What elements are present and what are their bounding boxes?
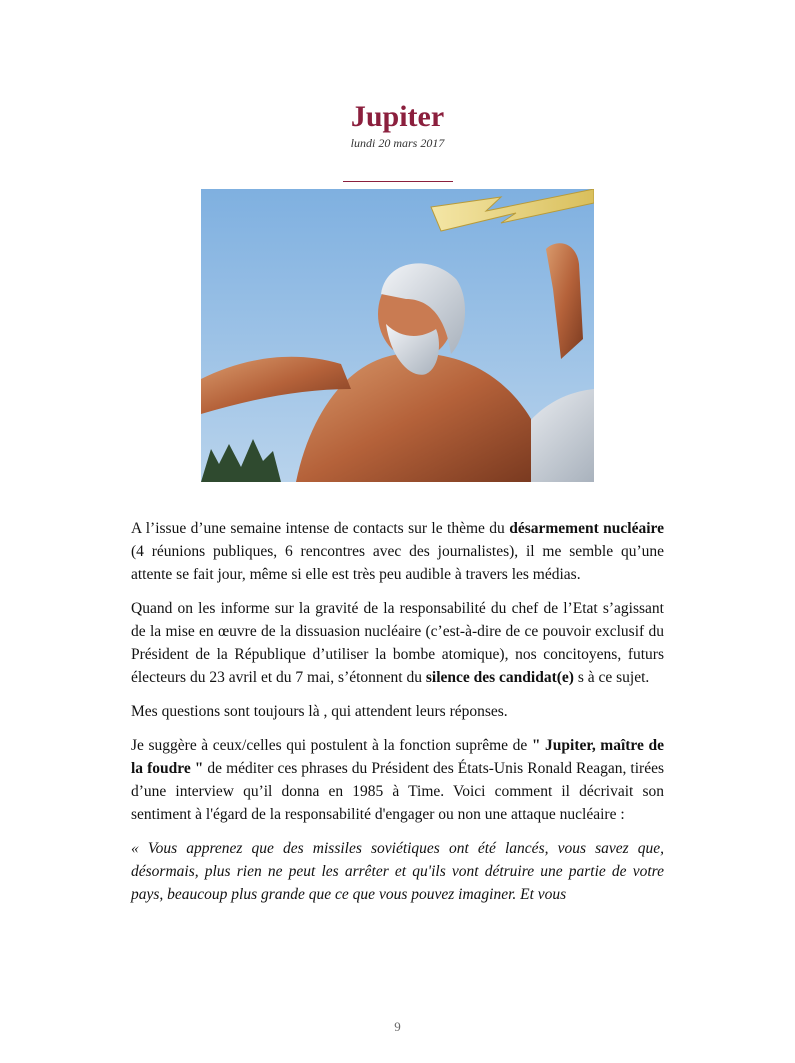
- page-number: 9: [394, 1019, 401, 1034]
- post-date: lundi 20 mars 2017: [350, 136, 445, 150]
- paragraph-1: A l’issue d’une semaine intense de contacts sur le thème du désarmement nucléaire (4 réunions publiques, 6 rencontres avec des journalistes), il me semble qu’une attente se fait jour, même si elle est très peu audible à travers les médias.: [131, 520, 664, 583]
- paragraph-4: Je suggère à ceux/celles qui postulent à la fonction suprême de " Jupiter, maître de la foudre " de méditer ces phrases du Président des États-Unis Ronald Reagan, tirées d’une interview qu’il donna en 1985 à Time. Voici comment il décrivait son sentiment à l'égard de la responsabilité d'engager ou non une attaque nucléaire :: [131, 737, 664, 823]
- bold-desarmement: désarmement nucléaire: [509, 520, 664, 537]
- page-title: Jupiter: [350, 100, 445, 133]
- paragraph-2: Quand on les informe sur la gravité de la responsabilité du chef de l’Etat s’agissant de la mise en œuvre de la dissuasion nucléaire (c’est-à-dire de ce pouvoir exclusif du Président de la République d’utiliser la bombe atomique), nos concitoyens, futurs électeurs du 23 avril et du 7 mai, s’étonnent du silence des candidat(e) s à ce sujet.: [131, 600, 664, 686]
- jupiter-statue-photo: [201, 189, 594, 482]
- bold-silence: silence des candidat(e): [425, 669, 574, 686]
- title-divider: [343, 181, 453, 182]
- bold-jupiter: " Jupiter, maître de la foudre ": [131, 737, 664, 777]
- quote-paragraph: « Vous apprenez que des missiles soviétiques ont été lancés, vous savez que, désormais, plus rien ne peut les arrêter et qu'ils vont détruire une partie de votre pays, beaucoup plus grande que ce que vous pouvez imaginer. Et vous: [131, 840, 664, 903]
- article-body: [131, 517, 664, 917]
- paragraph-3: Mes questions sont toujours là , qui attendent leurs réponses.: [131, 703, 508, 720]
